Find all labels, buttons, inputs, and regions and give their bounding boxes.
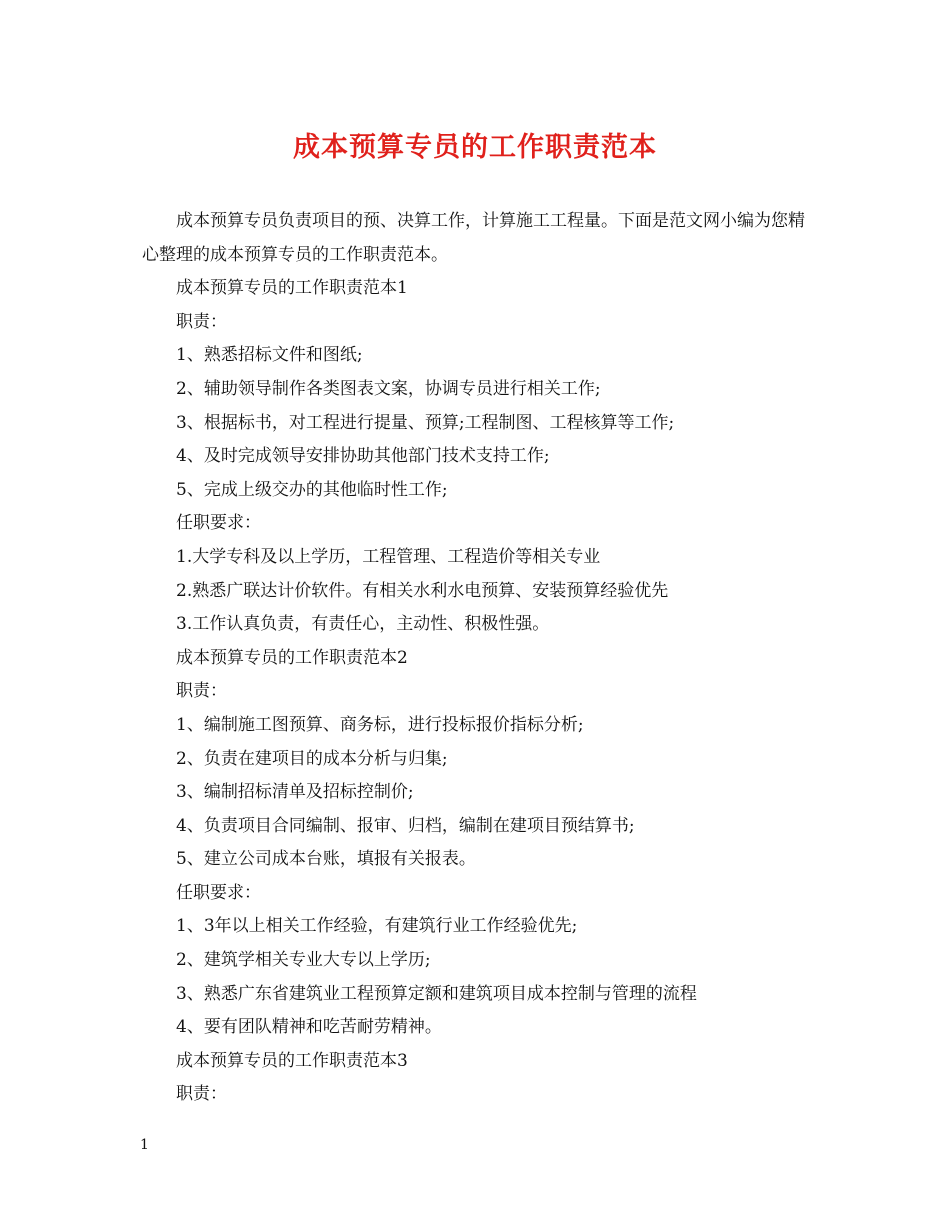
list-item: 4、负责项目合同编制、报审、归档，编制在建项目预结算书; xyxy=(176,815,635,836)
section-heading-2: 成本预算专员的工作职责范本2 xyxy=(176,647,408,668)
requirements-label-1: 任职要求： xyxy=(176,513,261,534)
intro-paragraph: 成本预算专员负责项目的预、决算工作，计算施工工程量。下面是范文网小编为您精心整理的成本预算专员的工作职责范本。 xyxy=(142,211,805,265)
list-item: 3、根据标书，对工程进行提量、预算;工程制图、工程核算等工作; xyxy=(176,412,675,433)
list-item: 4、要有团队精神和吃苦耐劳精神。 xyxy=(176,1017,442,1038)
list-item: 1、3年以上相关工作经验，有建筑行业工作经验优先; xyxy=(176,916,578,937)
list-item: 2、辅助领导制作各类图表文案，协调专员进行相关工作; xyxy=(176,378,601,399)
document-body xyxy=(142,205,814,1112)
list-item: 4、及时完成领导安排协助其他部门技术支持工作; xyxy=(176,446,550,467)
list-item: 2.熟悉广联达计价软件。有相关水利水电预算、安装预算经验优先 xyxy=(176,580,669,601)
list-item: 3.工作认真负责，有责任心，主动性、积极性强。 xyxy=(176,614,550,635)
document-title: 成本预算专员的工作职责范本 xyxy=(293,132,657,163)
duties-label-1: 职责： xyxy=(176,311,227,332)
duties-label-2: 职责： xyxy=(176,681,227,702)
list-item: 5、建立公司成本台账，填报有关报表。 xyxy=(176,849,476,870)
list-item: 5、完成上级交办的其他临时性工作; xyxy=(176,479,448,500)
list-item: 1、编制施工图预算、商务标，进行投标报价指标分析; xyxy=(176,714,584,735)
list-item: 2、负责在建项目的成本分析与归集; xyxy=(176,748,448,769)
list-item: 3、熟悉广东省建筑业工程预算定额和建筑项目成本控制与管理的流程 xyxy=(176,983,697,1004)
requirements-label-2: 任职要求： xyxy=(176,882,261,903)
list-item: 1.大学专科及以上学历，工程管理、工程造价等相关专业 xyxy=(176,546,601,567)
list-item: 2、建筑学相关专业大专以上学历; xyxy=(176,950,431,971)
section-heading-1: 成本预算专员的工作职责范本1 xyxy=(176,278,408,299)
duties-label-3: 职责： xyxy=(176,1084,227,1105)
list-item: 1、熟悉招标文件和图纸; xyxy=(176,345,363,366)
page-number: 1 xyxy=(140,1137,149,1153)
section-heading-3: 成本预算专员的工作职责范本3 xyxy=(176,1050,408,1071)
list-item: 3、编制招标清单及招标控制价; xyxy=(176,782,414,803)
